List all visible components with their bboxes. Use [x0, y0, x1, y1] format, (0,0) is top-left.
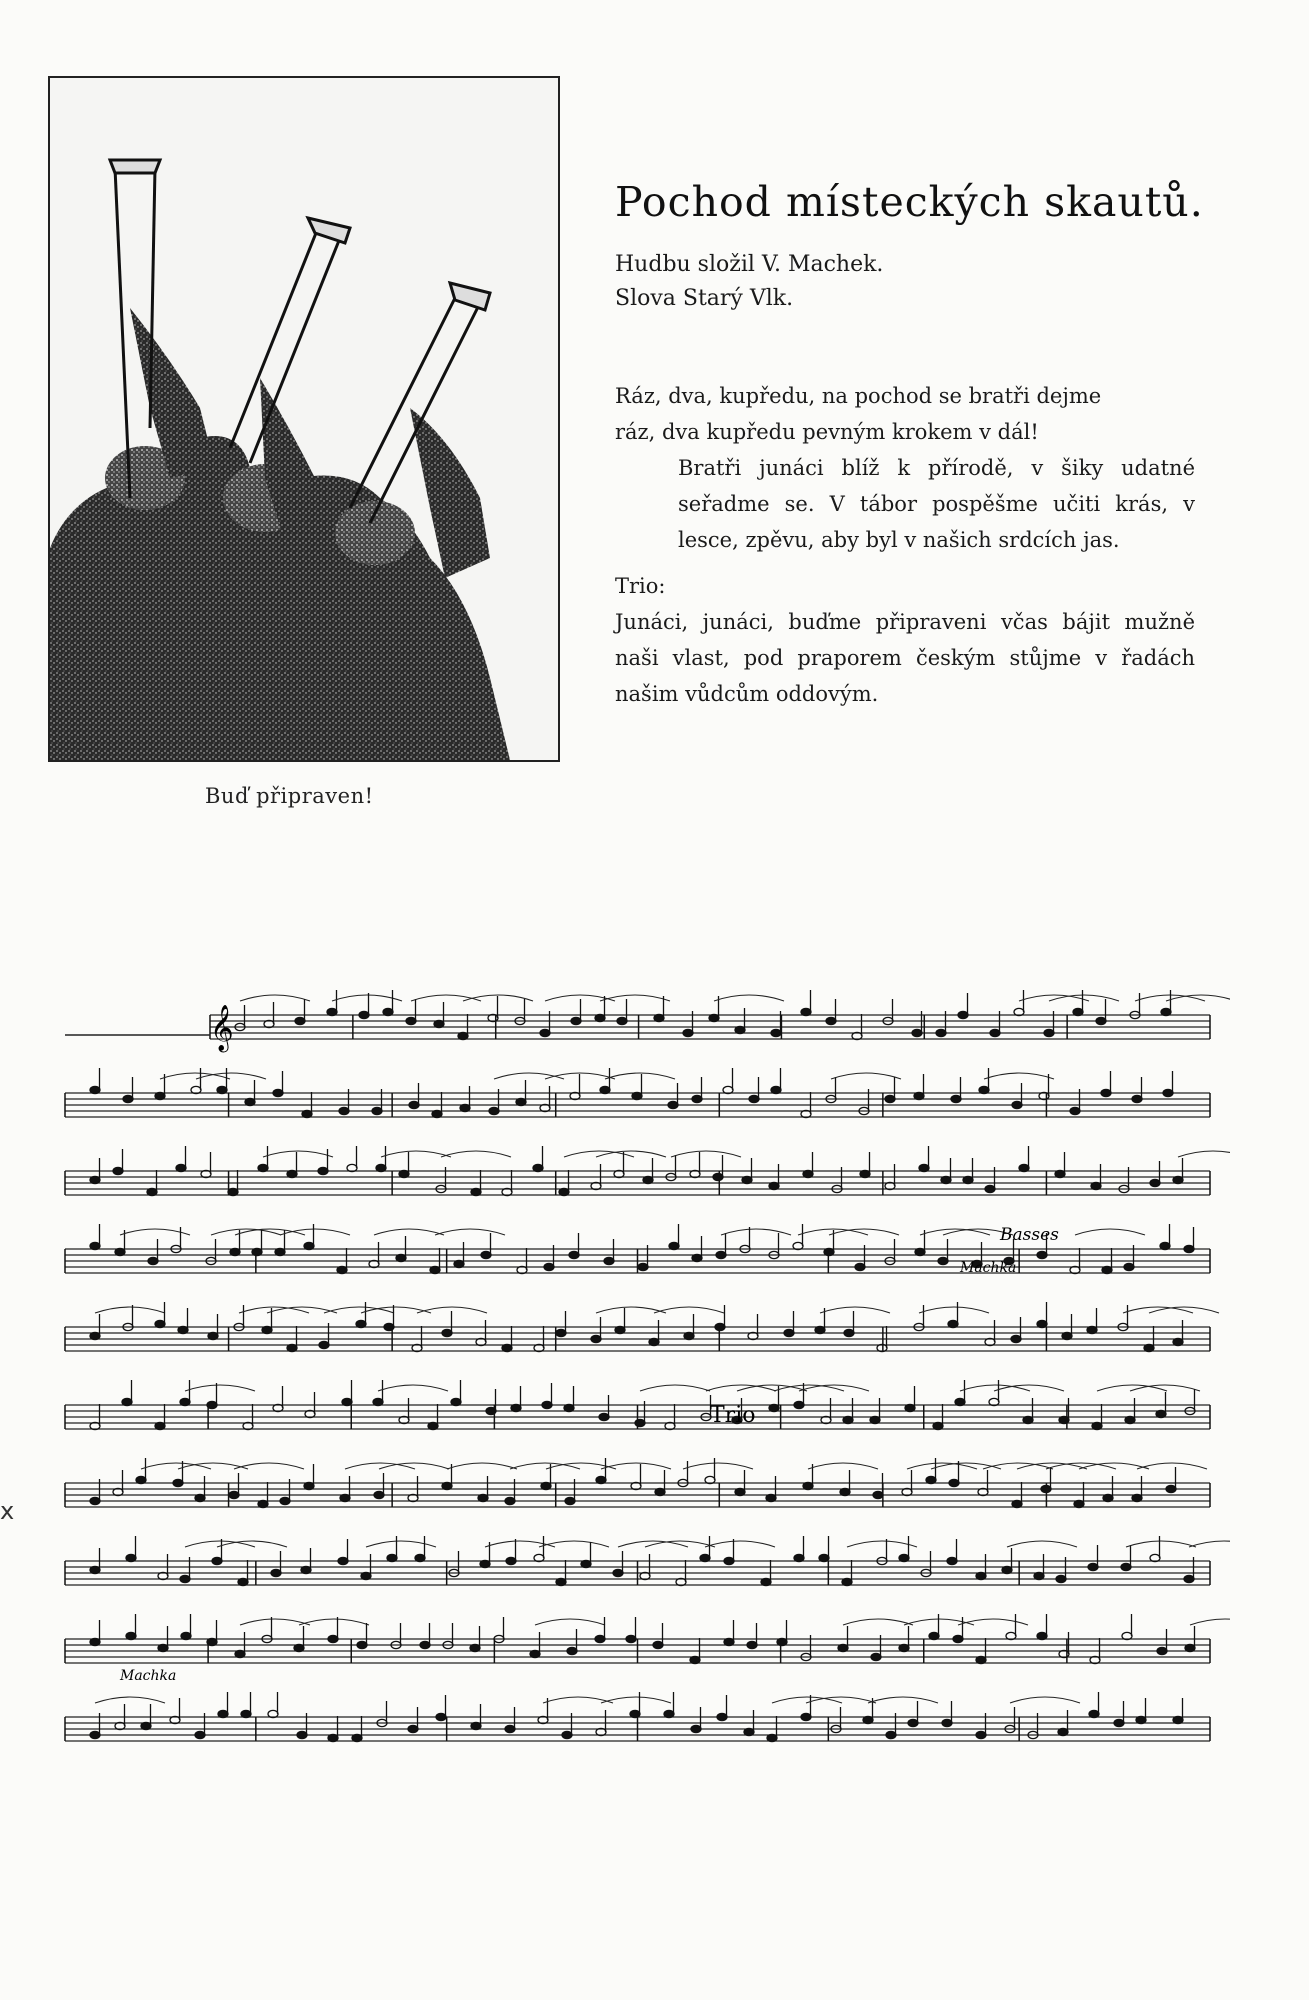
scouts-trumpeters-photo: [48, 76, 560, 762]
song-title: Pochod místeckých skautů.: [615, 178, 1204, 226]
lyrics-block: [615, 378, 1195, 712]
margin-mark: x: [0, 1497, 15, 1525]
words-credit: Slova Starý Vlk.: [615, 286, 794, 311]
music-staff: [65, 1380, 1210, 1430]
verse-continuation: Bratři junáci blíž k přírodě, v šiky udatné seřadme se. V tábor pospěšme učiti krás, v lesce, zpěvu, aby byl v našich srdcích jas.: [678, 456, 1195, 552]
song-credits: [615, 248, 883, 316]
music-staff: [65, 1692, 1210, 1742]
dynamic-marking-2: Machka: [120, 1668, 177, 1684]
music-staff: [65, 1458, 1210, 1508]
trio-text: Junáci, junáci, buďme připraveni včas bájit mužně naši vlast, pod praporem českým stůjme v řadách našim vůdcům oddovým.: [615, 610, 1195, 706]
music-credit: Hudbu složil V. Machek.: [615, 252, 884, 277]
dynamic-marking-1: Machka: [960, 1260, 1017, 1276]
music-staff: [65, 1302, 1219, 1352]
sheet-music-score: [60, 985, 1230, 1780]
music-staff: [65, 1146, 1230, 1196]
verse-line-2: ráz, dva kupředu pevným krokem v dál!: [615, 420, 1039, 444]
music-staff: [65, 1614, 1230, 1664]
trio-label: Trio:: [615, 574, 666, 598]
verse-line-1: Ráz, dva, kupředu, na pochod se bratři dejme: [615, 384, 1102, 408]
trio-marking: Trio: [710, 1403, 756, 1428]
basses-annotation: Basses: [1000, 1225, 1059, 1245]
music-staff: [210, 990, 1230, 1040]
treble-clef-icon: 𝄞: [210, 1005, 234, 1051]
trumpeters-illustration: [50, 78, 558, 760]
music-staff: [65, 1536, 1230, 1586]
photo-caption: Buď připraven!: [205, 784, 374, 808]
music-staff: [65, 1068, 1210, 1118]
